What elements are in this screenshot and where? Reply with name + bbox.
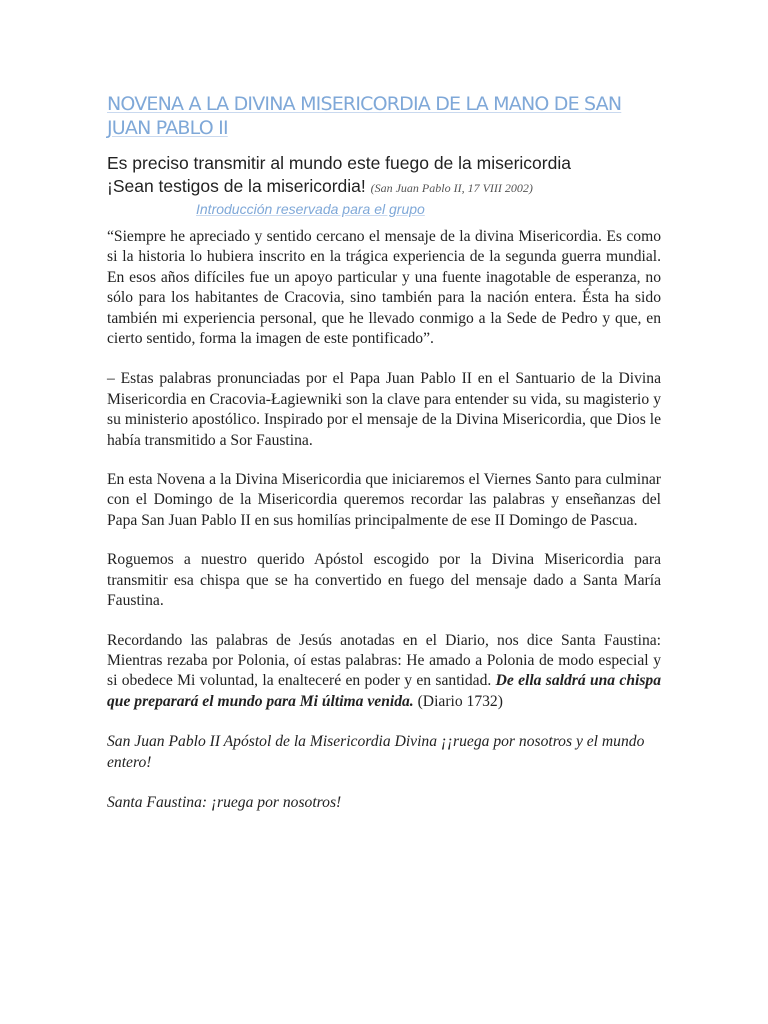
paragraph-novena: En esta Novena a la Divina Misericordia que iniciaremos el Viernes Santo para culminar con el Domingo de la Misericordia queremos recordar las palabras y enseñanzas del Papa San Juan Pablo II en sus homilías principalmente de ese II Domingo de Pascua. — [107, 471, 661, 529]
paragraph-quote: “Siempre he apreciado y sentido cercano el mensaje de la divina Misericordia. Es como si la historia lo hubiera inscrito en la trágica experiencia de la segunda guerra mundial. En esos años difíciles fue un apoyo particular y una fuente inagotable de esperanza, no sólo para los habitantes de Cracovia, sino también para la nación entera. Ésta ha sido también mi experiencia personal, que he llevado conmigo a la Sede de Pedro y que, en cierto sentido, forma la imagen de este pontificado”. — [107, 228, 661, 348]
subtitle-line-2 — [107, 175, 661, 200]
paragraph-prayer: Roguemos a nuestro querido Apóstol escogido por la Divina Misericordia para transmitir esa chispa que se ha convertido en fuego del mensaje dado a Santa María Faustina. — [107, 551, 661, 610]
diary-citation: (Diario 1732) — [413, 692, 503, 710]
diary-text: Recordando las palabras de Jesús anotadas en el Diario, nos dice Santa Faustina: Mientras rezaba por Polonia, oí estas palabras: He amado a Polonia de modo especial y si obedece Mi voluntad, la enalteceré en poder y en santidad. — [107, 631, 661, 690]
paragraph-context: – Estas palabras pronunciadas por el Papa Juan Pablo II en el Santuario de la Divina Misericordia en Cracovia-Łagiewniki son la clave para entender su vida, su magisterio y su ministerio apostólico. Inspirado por el mensaje de la Divina Misericordia, que Dios le había transmitido a Sor Faustina. — [107, 370, 661, 449]
paragraph-diary — [107, 631, 661, 713]
subtitle-line-1: Es preciso transmitir al mundo este fuego de la misericordia — [107, 153, 571, 173]
closing-prayer-juan-pablo: San Juan Pablo II Apóstol de la Misericordia Divina ¡¡ruega por nosotros y el mundo entero! — [107, 733, 645, 771]
subtitle-citation: (San Juan Pablo II, 17 VIII 2002) — [370, 181, 533, 195]
document-page — [107, 92, 661, 833]
intro-note: Introducción reservada para el grupo — [196, 201, 425, 217]
document-title: NOVENA A LA DIVINA MISERICORDIA DE LA MANO DE SAN JUAN PABLO II — [107, 93, 622, 139]
subtitle-exclamation: ¡Sean testigos de la misericordia! — [107, 176, 366, 196]
diary-quote: De ella saldrá una chispa que preparará el mundo para Mi última venida. — [107, 672, 661, 710]
closing-prayer-faustina: Santa Faustina: ¡ruega por nosotros! — [107, 793, 342, 811]
